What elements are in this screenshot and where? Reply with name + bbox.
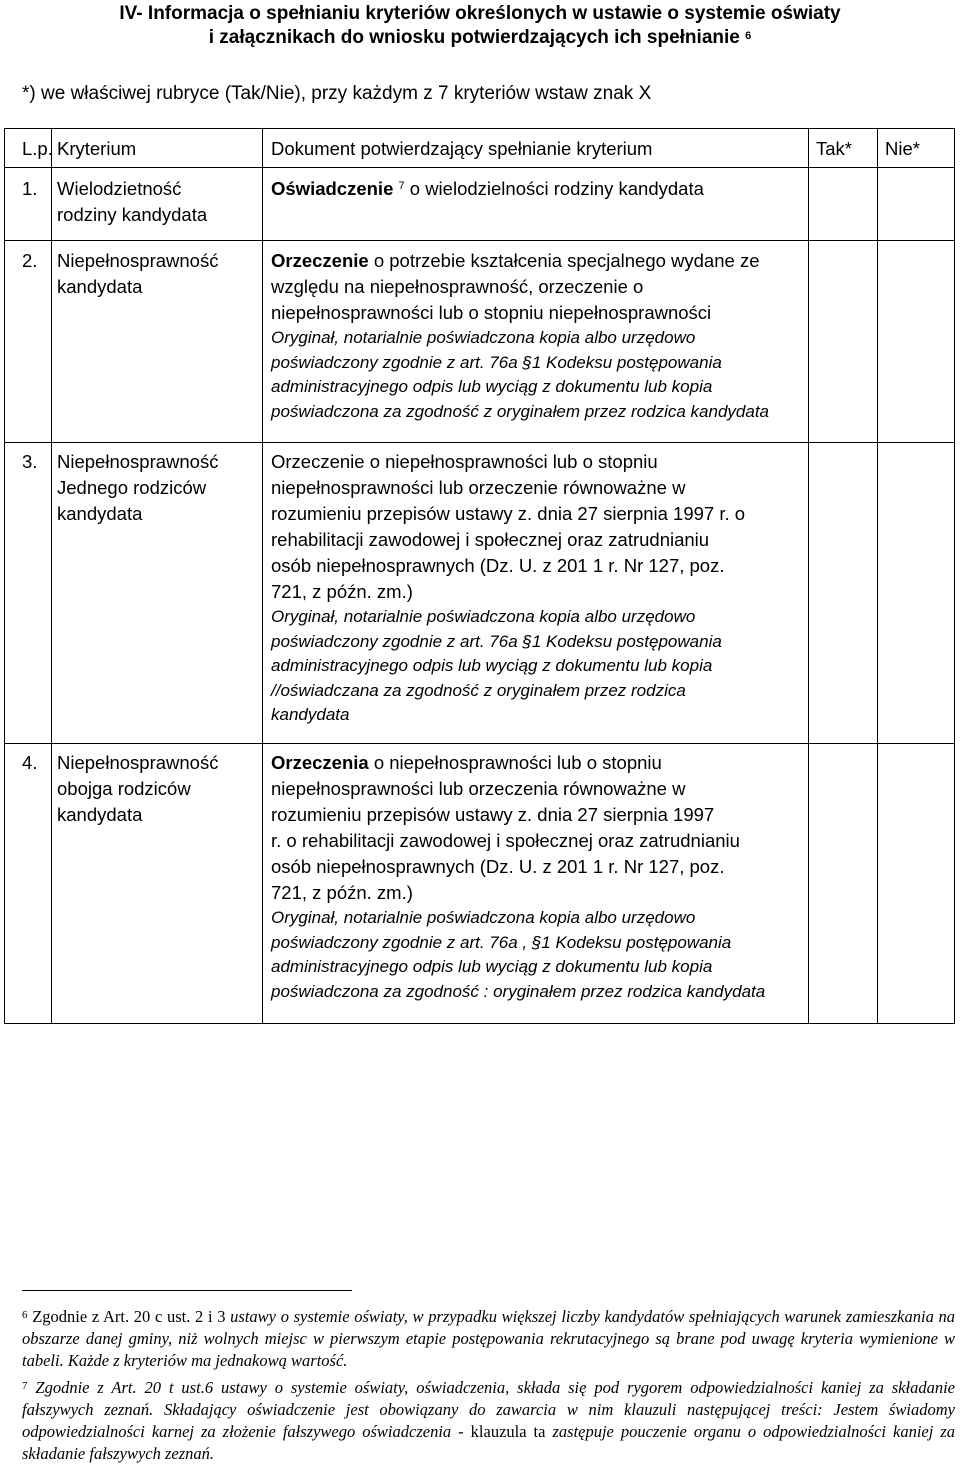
footnote-text-italic: Zgodnie z Art. 20 t ust.6 ustawy o systemie oświaty, oświadczenia, składa się pod rygorem odpowiedzialności kaniej za składanie fałszywych zeznań. Składający oświadczenie jest obowiązany do zawarcia w nim klauzuli następującej treści: Jestem świadomy odpowiedzialności karnej za złożenie fałszywego oświadczenia - <box>22 1378 955 1441</box>
criterion-line: rodziny kandydata <box>57 204 208 225</box>
header-yes: Tak* <box>816 138 852 159</box>
criterion-line: Wielodzietność <box>57 178 182 199</box>
subtitle-text: i załącznikach do wniosku potwierdzających ich spełnianie <box>208 27 740 48</box>
row-divider <box>4 442 955 443</box>
section-subtitle <box>0 26 960 50</box>
doc-text: o niepełnosprawności lub o stopniu <box>368 752 662 773</box>
footnote-ref-7: 7 <box>398 180 405 192</box>
row-divider <box>4 240 955 241</box>
doc-note-line: poświadczona za zgodność z oryginałem przez rodzica kandydata <box>271 401 769 421</box>
doc-line: niepełnosprawności lub orzeczenie równoważne w <box>271 477 686 498</box>
criterion-line: Niepełnosprawność <box>57 451 219 472</box>
doc-line: Orzeczenie o niepełnosprawności lub o stopniu <box>271 451 658 472</box>
header-no: Nie* <box>885 138 920 159</box>
section-title: IV- Informacja o spełnianiu kryteriów określonych w ustawie o systemie oświaty <box>119 3 841 24</box>
doc-note-line: administracyjnego odpis lub wyciąg z dokumentu lub kopia <box>271 377 713 397</box>
doc-note-line: Oryginał, notarialnie poświadczona kopia albo urzędowo <box>271 607 696 626</box>
column-divider <box>262 128 263 1024</box>
column-divider <box>808 128 809 1024</box>
row-1-criterion <box>57 176 207 228</box>
row-divider <box>4 167 955 168</box>
doc-line: rehabilitacji zawodowej i społecznej oraz zatrudnianiu <box>271 529 710 550</box>
doc-line: osób niepełnosprawnych (Dz. U. z 201 1 r. Nr 127, poz. <box>271 856 725 877</box>
row-1-document <box>271 176 704 202</box>
doc-line: względu na niepełnosprawność, orzeczenie o <box>271 276 644 297</box>
criterion-line: kandydata <box>57 276 143 297</box>
criterion-line: obojga rodziców <box>57 778 191 799</box>
row-2-number: 2. <box>22 250 38 271</box>
doc-line: niepełnosprawności lub o stopniu niepełnosprawności <box>271 302 712 323</box>
doc-line: 721, z późn. zm.) <box>271 882 413 903</box>
row-divider <box>4 743 955 744</box>
doc-line: osób niepełnosprawnych (Dz. U. z 201 1 r. Nr 127, poz. <box>271 555 725 576</box>
doc-note-line: //oświadczana za zgodność z oryginałem przez rodzica <box>271 680 686 700</box>
row-1-number: 1. <box>22 178 38 199</box>
instruction-text: *) we właściwej rubryce (Tak/Nie), przy każdym z 7 kryteriów wstaw znak X <box>22 83 652 104</box>
criterion-line: Jednego rodziców <box>57 477 207 498</box>
row-3-criterion <box>57 449 218 527</box>
footnote-text-italic: ustawy o systemie oświaty, w przypadku większej liczby kandydatów spełniających warunek zamieszkania na obszarze danej gminy, niż wolnych miejsc w pierwszym etapie postępowania rekrutacyjnego są brane pod uwagę kryteria wymienione w tabeli. Każde z kryteriów ma jednakową wartość. <box>22 1307 956 1370</box>
doc-note-line: poświadczony zgodnie z art. 76a §1 Kodeksu postępowania <box>271 631 722 651</box>
criterion-line: Niepełnosprawność <box>57 250 219 271</box>
footnote-text-italic: zastępuje pouczenie organu o odpowiedzialności kaniej za składanie fałszywych zeznań. <box>22 1422 956 1463</box>
footnote-text: klauzula ta <box>470 1422 546 1441</box>
footnote-7 <box>22 1377 955 1465</box>
doc-line: r. o rehabilitacji zawodowej i społecznej oraz zatrudnianiu <box>271 830 740 851</box>
footnote-6 <box>22 1306 955 1372</box>
row-2-criterion <box>57 248 218 300</box>
doc-note-line: poświadczony zgodnie z art. 76a §1 Kodeksu postępowania <box>271 352 722 372</box>
row-4-criterion <box>57 750 218 828</box>
header-document: Dokument potwierdzający spełnianie kryterium <box>271 138 653 159</box>
doc-note-line: kandydata <box>271 705 350 725</box>
doc-line: rozumieniu przepisów ustawy z. dnia 27 sierpnia 1997 r. o <box>271 503 746 524</box>
doc-text: o wielodzielności rodziny kandydata <box>404 178 704 199</box>
footnote-text: Zgodnie z Art. 20 c ust. 2 i 3 <box>32 1307 231 1326</box>
criterion-line: kandydata <box>57 804 143 825</box>
column-divider <box>51 128 52 1024</box>
row-3-document <box>271 449 745 728</box>
column-divider <box>877 128 878 1024</box>
row-2-document <box>271 248 769 424</box>
doc-bold: Orzeczenie <box>271 250 369 271</box>
footnote-separator <box>22 1290 352 1291</box>
header-criterion: Kryterium <box>57 138 137 159</box>
doc-note-line: poświadczony zgodnie z art. 76a , §1 Kodeksu postępowania <box>271 932 732 952</box>
footnote-number: 6 <box>22 1309 28 1321</box>
doc-line <box>271 248 769 274</box>
footnote-ref-6: 6 <box>745 30 752 42</box>
doc-note-line: Oryginał, notarialnie poświadczona kopia albo urzędowo <box>271 908 696 927</box>
doc-line <box>271 750 765 776</box>
row-4-number: 4. <box>22 752 38 773</box>
criterion-line: Niepełnosprawność <box>57 752 219 773</box>
criterion-line: kandydata <box>57 503 143 524</box>
header-lp: L.p. <box>22 138 53 159</box>
doc-note-line: administracyjnego odpis lub wyciąg z dokumentu lub kopia <box>271 957 713 977</box>
doc-bold: Orzeczenia <box>271 752 369 773</box>
doc-note-line: poświadczona za zgodność : oryginałem przez rodzica kandydata <box>271 981 766 1001</box>
doc-line: niepełnosprawności lub orzeczenia równoważne w <box>271 778 686 799</box>
doc-text: o potrzebie kształcenia specjalnego wydane ze <box>368 250 760 271</box>
doc-note-line: Oryginał, notarialnie poświadczona kopia albo urzędowo <box>271 328 696 347</box>
doc-line: rozumieniu przepisów ustawy z. dnia 27 sierpnia 1997 <box>271 804 715 825</box>
doc-line: 721, z późn. zm.) <box>271 581 413 602</box>
row-3-number: 3. <box>22 451 38 472</box>
footnote-number: 7 <box>22 1380 28 1392</box>
doc-note-line: administracyjnego odpis lub wyciąg z dokumentu lub kopia <box>271 656 713 676</box>
doc-bold: Oświadczenie <box>271 178 394 199</box>
row-4-document <box>271 750 765 1004</box>
